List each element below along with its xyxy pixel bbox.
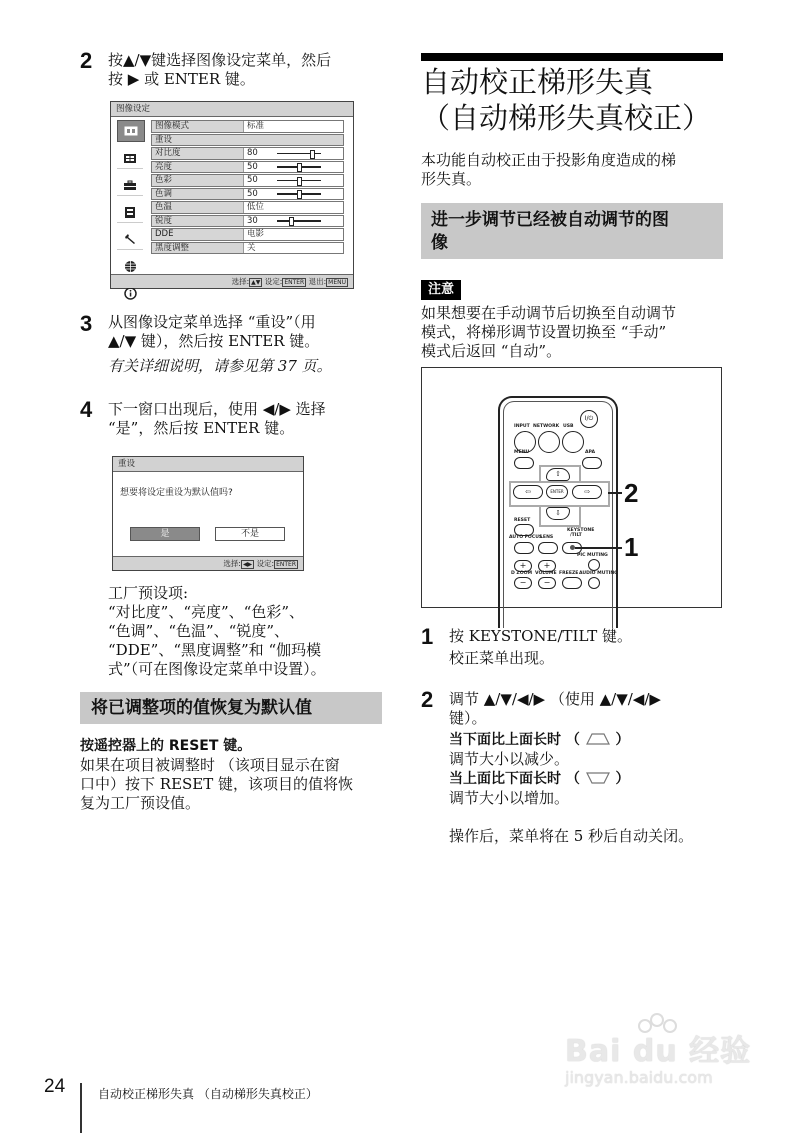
up-button[interactable]: ⇧	[546, 468, 570, 481]
auto-focus-label: AUTO FOCUS	[509, 535, 543, 540]
picture-settings-menu	[110, 101, 354, 289]
case-top-longer-desc: 调节大小以增加。	[449, 789, 570, 807]
trapezoid-wide-bottom-icon	[585, 732, 611, 746]
row-value	[244, 229, 343, 240]
select-label: 选择:	[223, 559, 241, 568]
row-label: 亮度	[152, 162, 244, 173]
pic-muting-label: PIC MUTING	[577, 553, 608, 558]
menu-label: MENU	[514, 450, 530, 455]
left-button[interactable]: ⇦	[513, 485, 543, 499]
usb-label: USB	[563, 424, 574, 429]
step-4-line1: 下一窗口出现后，使用 ◀/▶ 选择	[108, 400, 326, 418]
menu-row-reset[interactable]	[151, 134, 344, 147]
menu-row-color-temp[interactable]	[151, 201, 344, 214]
factory-defaults-line: “色调”、“色温”、“锐度”、	[108, 622, 290, 640]
menu-key-icon: MENU	[328, 279, 346, 286]
right-step-1-text	[449, 627, 729, 668]
row-value	[244, 202, 343, 213]
subheading-line: 像	[431, 233, 448, 253]
row-value	[244, 162, 343, 173]
d-zoom-minus-button[interactable]: −	[514, 577, 532, 589]
note-line: 模式，将梯形调节设置切换至 “手动”	[421, 323, 667, 341]
running-title: 自动校正梯形失真 （自动梯形失真校正）	[98, 1087, 318, 1101]
note-line: 模式后返回 “自动”。	[421, 342, 562, 360]
paren-close: ）	[615, 732, 630, 748]
reset-dialog	[112, 456, 304, 571]
row-label: 重设	[152, 135, 343, 146]
step-4-line2: “是”，然后按 ENTER 键。	[108, 419, 295, 437]
note-line: 如果想要在手动调节后切换至自动调节	[421, 304, 677, 322]
row-label: 色彩	[152, 175, 244, 186]
reset-desc-line: 复为工厂预设值。	[80, 794, 201, 812]
reset-desc-line: 口中）按下 RESET 键，该项目的值将恢	[80, 775, 354, 793]
network-label: NETWORK	[533, 424, 560, 429]
brightness-slider[interactable]	[277, 166, 321, 168]
row-value-text: 50	[247, 188, 258, 199]
sharpness-slider[interactable]	[277, 220, 321, 222]
select-label: 选择:	[231, 277, 250, 286]
watermark-url: jingyan.baidu.com	[565, 1068, 713, 1087]
menu-title: 图像设定	[111, 102, 353, 117]
toolbox-icon	[123, 180, 137, 191]
wrench-icon	[123, 233, 137, 245]
volume-label: VOLUME	[535, 571, 557, 576]
dialog-question: 想要将设定重设为默认值吗?	[120, 488, 233, 498]
page-number: 24	[44, 1076, 66, 1097]
callout-line-2	[608, 492, 622, 494]
title-line1: 自动校正梯形失真	[421, 65, 654, 99]
row-label: 色调	[152, 189, 244, 200]
row-value	[244, 121, 343, 132]
freeze-label: FREEZE	[559, 571, 579, 576]
menu-row-brightness[interactable]	[151, 161, 344, 174]
title-rule	[421, 53, 723, 61]
left-right-keys-icon: ◀▶	[242, 561, 253, 568]
factory-defaults-line: “对比度”、“亮度”、“色彩”、	[108, 603, 305, 621]
intro-text	[421, 151, 726, 189]
step-3-text	[108, 313, 398, 376]
watermark-brand: Bai du 经验	[565, 1034, 752, 1069]
screen-icon	[123, 153, 137, 164]
setup-list-icon	[124, 206, 136, 219]
audio-muting-button[interactable]	[588, 577, 600, 589]
right-step-2-line: 调节 ▲/▼/◀/▶ （使用 ▲/▼/◀/▶	[449, 690, 661, 708]
right-step-2-number: 2	[421, 687, 434, 712]
row-value-text: 80	[247, 148, 258, 159]
tab-screen[interactable]	[117, 148, 143, 169]
color-slider[interactable]	[277, 180, 321, 182]
menu-button[interactable]	[514, 457, 534, 469]
row-value-text: 低位	[247, 202, 265, 213]
menu-row-sharpness[interactable]	[151, 215, 344, 228]
lens-label: LENS	[540, 535, 554, 540]
no-button[interactable]: 不是	[215, 527, 285, 541]
reset-label: RESET	[514, 518, 531, 523]
menu-row-color[interactable]	[151, 174, 344, 187]
arrow-keys-icon: ▲▼	[251, 279, 261, 286]
usb-button[interactable]	[562, 431, 584, 453]
yes-button[interactable]: 是	[130, 527, 200, 541]
menu-row-hue[interactable]	[151, 188, 344, 201]
footer-divider	[80, 1083, 82, 1133]
input-label: INPUT	[514, 424, 530, 429]
tab-installation[interactable]	[117, 229, 143, 250]
watermark	[565, 1020, 765, 1087]
info-icon	[124, 287, 137, 300]
set-label: 设定:	[256, 559, 275, 568]
volume-minus-button[interactable]: −	[538, 577, 556, 589]
apa-label: APA	[585, 450, 596, 455]
row-value-text: 50	[247, 175, 258, 186]
tab-menu-settings[interactable]	[117, 202, 143, 223]
tab-picture[interactable]	[117, 120, 145, 142]
step-2-number: 2	[80, 48, 93, 73]
menu-footer	[111, 274, 353, 288]
paren-close: ）	[615, 771, 630, 787]
row-value-text: 关	[247, 242, 256, 253]
dialog-title: 重设	[113, 457, 303, 472]
remote-illustration	[421, 367, 722, 608]
row-value	[244, 243, 343, 254]
case-bottom-longer-label: 当下面比上面长时 （	[449, 732, 580, 748]
network-button[interactable]	[538, 431, 560, 453]
menu-row-dde[interactable]	[151, 228, 344, 241]
audio-muting-label: AUDIO MUTING	[579, 571, 618, 576]
paw-icon	[627, 1012, 687, 1042]
row-value	[244, 175, 343, 186]
factory-defaults	[108, 584, 398, 679]
row-value-text: 标准	[247, 121, 265, 132]
step-4-text	[108, 400, 398, 438]
menu-row-black-level[interactable]	[151, 242, 344, 255]
factory-defaults-line: “DDE”、“黑度调整”和 “伽玛模	[108, 641, 322, 659]
auto-focus-button[interactable]	[514, 542, 534, 554]
section-reset-body	[80, 737, 390, 813]
menu-row-picture-mode[interactable]	[151, 120, 344, 133]
auto-close-note: 操作后，菜单将在 5 秒后自动关闭。	[449, 827, 694, 845]
case-bottom-longer	[449, 730, 734, 750]
note-badge: 注意	[421, 280, 461, 300]
case-bottom-longer-desc: 调节大小以减少。	[449, 750, 570, 768]
exit-label: 退出:	[308, 277, 327, 286]
row-value	[244, 189, 343, 200]
intro-line: 本功能自动校正由于投影角度造成的梯	[421, 151, 677, 169]
right-step-1-number: 1	[421, 624, 434, 649]
d-zoom-plus-button[interactable]: +	[514, 560, 532, 572]
reset-instruction: 按遥控器上的 RESET 键。	[80, 738, 252, 754]
row-label: 对比度	[152, 148, 244, 159]
row-value	[244, 148, 343, 159]
enter-key-icon: ENTER	[284, 279, 305, 286]
row-value-text: 电影	[247, 229, 265, 240]
set-label: 设定:	[264, 277, 283, 286]
step-2-line1: 按▲/▼键选择图像设定菜单，然后	[108, 51, 332, 69]
step-3-line1: 从图像设定菜单选择 “重设”（用	[108, 313, 316, 331]
tab-setup[interactable]	[117, 175, 143, 196]
step-3-line2: ▲/▼ 键），然后按 ENTER 键。	[108, 332, 320, 350]
title-line2: （自动梯形失真校正）	[421, 101, 712, 135]
intro-line: 形失真。	[421, 170, 482, 188]
row-label: 黑度调整	[152, 243, 244, 254]
case-top-longer	[449, 769, 734, 789]
menu-row-contrast[interactable]	[151, 147, 344, 160]
step-3-number: 3	[80, 311, 93, 336]
right-step-1-line: 校正菜单出现。	[449, 649, 555, 667]
page-title	[421, 64, 731, 136]
row-label: 锐度	[152, 216, 244, 227]
pic-muting-button[interactable]	[588, 559, 600, 571]
lens-button[interactable]	[538, 542, 558, 554]
keystone-label: KEYSTONE	[567, 528, 595, 533]
enter-button[interactable]: ENTER	[546, 485, 568, 499]
picture-icon	[124, 126, 138, 136]
freeze-button[interactable]	[562, 577, 582, 589]
row-value-text: 30	[247, 215, 258, 226]
section-heading-reset: 将已调整项的值恢复为默认值	[80, 692, 382, 724]
contrast-slider[interactable]	[277, 153, 321, 155]
subheading-adjust	[421, 203, 723, 259]
step-4-number: 4	[80, 397, 93, 422]
globe-icon	[124, 260, 137, 273]
down-button[interactable]: ⇩	[546, 507, 570, 520]
right-step-2-line: 键）。	[449, 709, 487, 727]
factory-defaults-line: 式”（可在图像设定菜单中设置）。	[108, 660, 326, 678]
right-step-1-line: 按 KEYSTONE/TILT 键。	[449, 627, 632, 645]
volume-plus-button[interactable]: +	[538, 560, 556, 572]
enter-key-icon: ENTER	[276, 561, 296, 568]
tilt-label: /TILT	[570, 533, 582, 538]
dialog-footer	[113, 556, 303, 570]
power-button[interactable]: I/⏻	[580, 410, 598, 428]
reset-desc-line: 如果在项目被调整时 （该项目显示在窗	[80, 756, 340, 774]
hue-slider[interactable]	[277, 193, 321, 195]
row-label: DDE	[152, 229, 244, 240]
row-label: 图像模式	[152, 121, 244, 132]
row-label: 色温	[152, 202, 244, 213]
callout-2: 2	[624, 478, 639, 508]
callout-1: 1	[624, 532, 639, 562]
subheading-line: 进一步调节已经被自动调节的图	[431, 210, 669, 230]
row-value	[244, 216, 343, 227]
factory-defaults-line: 工厂预设项:	[108, 584, 189, 602]
step-2-line2: 按 ▶ 或 ENTER 键。	[108, 70, 255, 88]
note-text	[421, 304, 726, 361]
step-2-text	[108, 51, 398, 89]
d-zoom-label: D ZOOM	[511, 571, 533, 576]
right-step-2-text	[449, 690, 734, 846]
apa-button[interactable]	[582, 457, 602, 469]
case-top-longer-label: 当上面比下面长时 （	[449, 771, 580, 787]
row-value-text: 50	[247, 161, 258, 172]
menu-rows	[151, 120, 344, 255]
callout-line-1	[575, 547, 622, 549]
step-3-note: 有关详细说明，请参见第 37 页。	[108, 357, 332, 375]
right-button[interactable]: ⇨	[572, 485, 602, 499]
trapezoid-wide-top-icon	[585, 771, 611, 785]
